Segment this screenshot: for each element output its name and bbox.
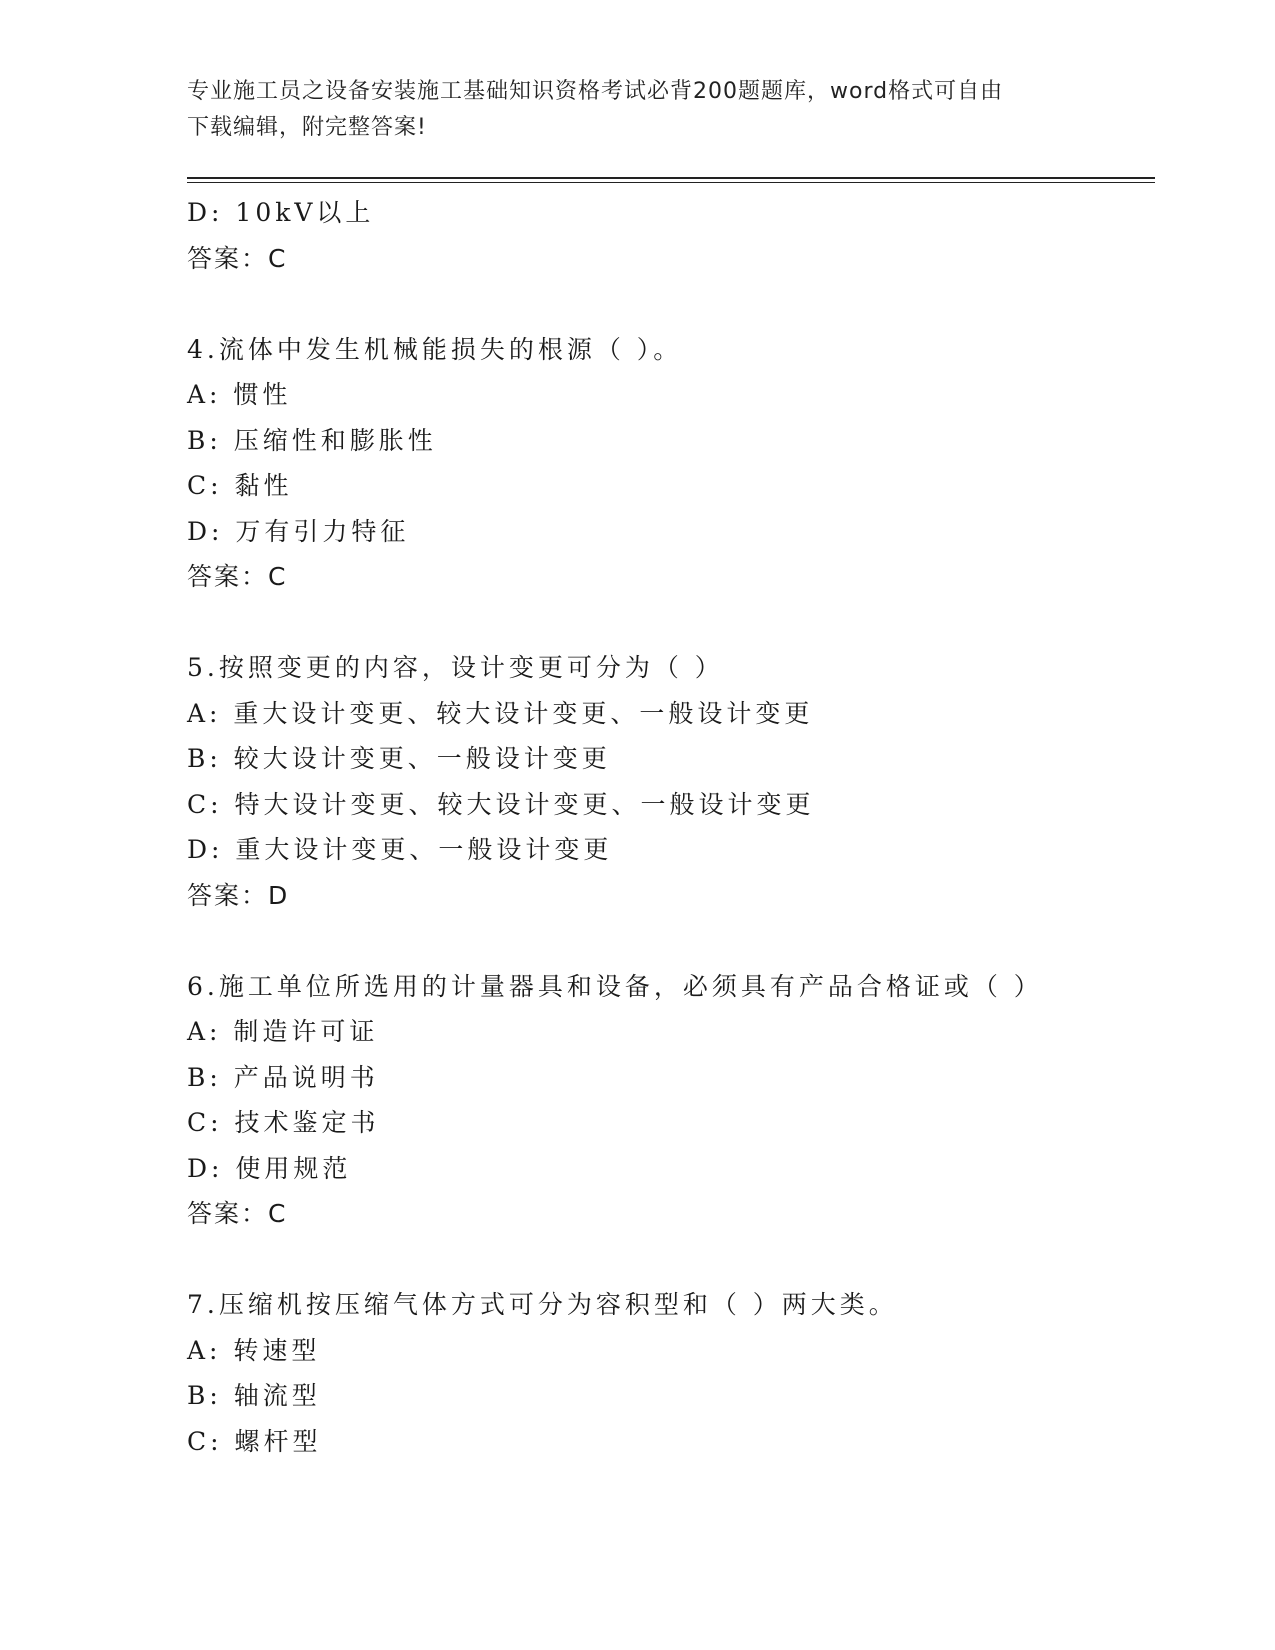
question-stem: 6.施工单位所选用的计量器具和设备，必须具有产品合格证或（ ） — [187, 971, 1043, 1001]
option-b: B: 轴流型 — [187, 1381, 321, 1410]
option-d: D: 使用规范 — [187, 1153, 352, 1183]
option-d: D: 10kV以上 — [187, 198, 375, 227]
option-a: A: 制造许可证 — [187, 1017, 379, 1046]
option-b: B: 较大设计变更、一般设计变更 — [187, 744, 611, 773]
option-d: D: 重大设计变更、一般设计变更 — [187, 835, 613, 864]
option-b: B: 压缩性和膨胀性 — [187, 425, 437, 455]
question-stem: 7.压缩机按压缩气体方式可分为容积型和（ ）两大类。 — [187, 1290, 898, 1319]
header-line-1: 专业施工员之设备安装施工基础知识资格考试必背200题题库，word格式可自由 — [187, 79, 1004, 104]
header-rule-thick — [187, 177, 1155, 179]
answer-line: 答案：C — [187, 1199, 288, 1228]
option-c: C: 特大设计变更、较大设计变更、一般设计变更 — [187, 789, 815, 819]
option-c: C: 螺杆型 — [187, 1426, 322, 1456]
option-a: A: 重大设计变更、较大设计变更、一般设计变更 — [187, 698, 814, 728]
option-c: C: 技术鉴定书 — [187, 1108, 380, 1137]
option-d: D: 万有引力特征 — [187, 516, 410, 546]
option-b: B: 产品说明书 — [187, 1062, 379, 1092]
header-rule-thin — [187, 182, 1155, 183]
answer-line: 答案：C — [187, 243, 288, 273]
option-a: A: 惯性 — [187, 380, 292, 409]
header-line-2: 下载编辑，附完整答案! — [187, 115, 427, 140]
document-header — [187, 74, 1087, 146]
question-stem: 4.流体中发生机械能损失的根源（ ）。 — [187, 334, 683, 364]
option-c: C: 黏性 — [187, 471, 293, 500]
answer-line: 答案：C — [187, 562, 288, 591]
answer-line: 答案：D — [187, 880, 290, 910]
option-a: A: 转速型 — [187, 1335, 321, 1365]
question-stem: 5.按照变更的内容，设计变更可分为（ ） — [187, 653, 724, 682]
question-list — [187, 190, 1155, 1464]
